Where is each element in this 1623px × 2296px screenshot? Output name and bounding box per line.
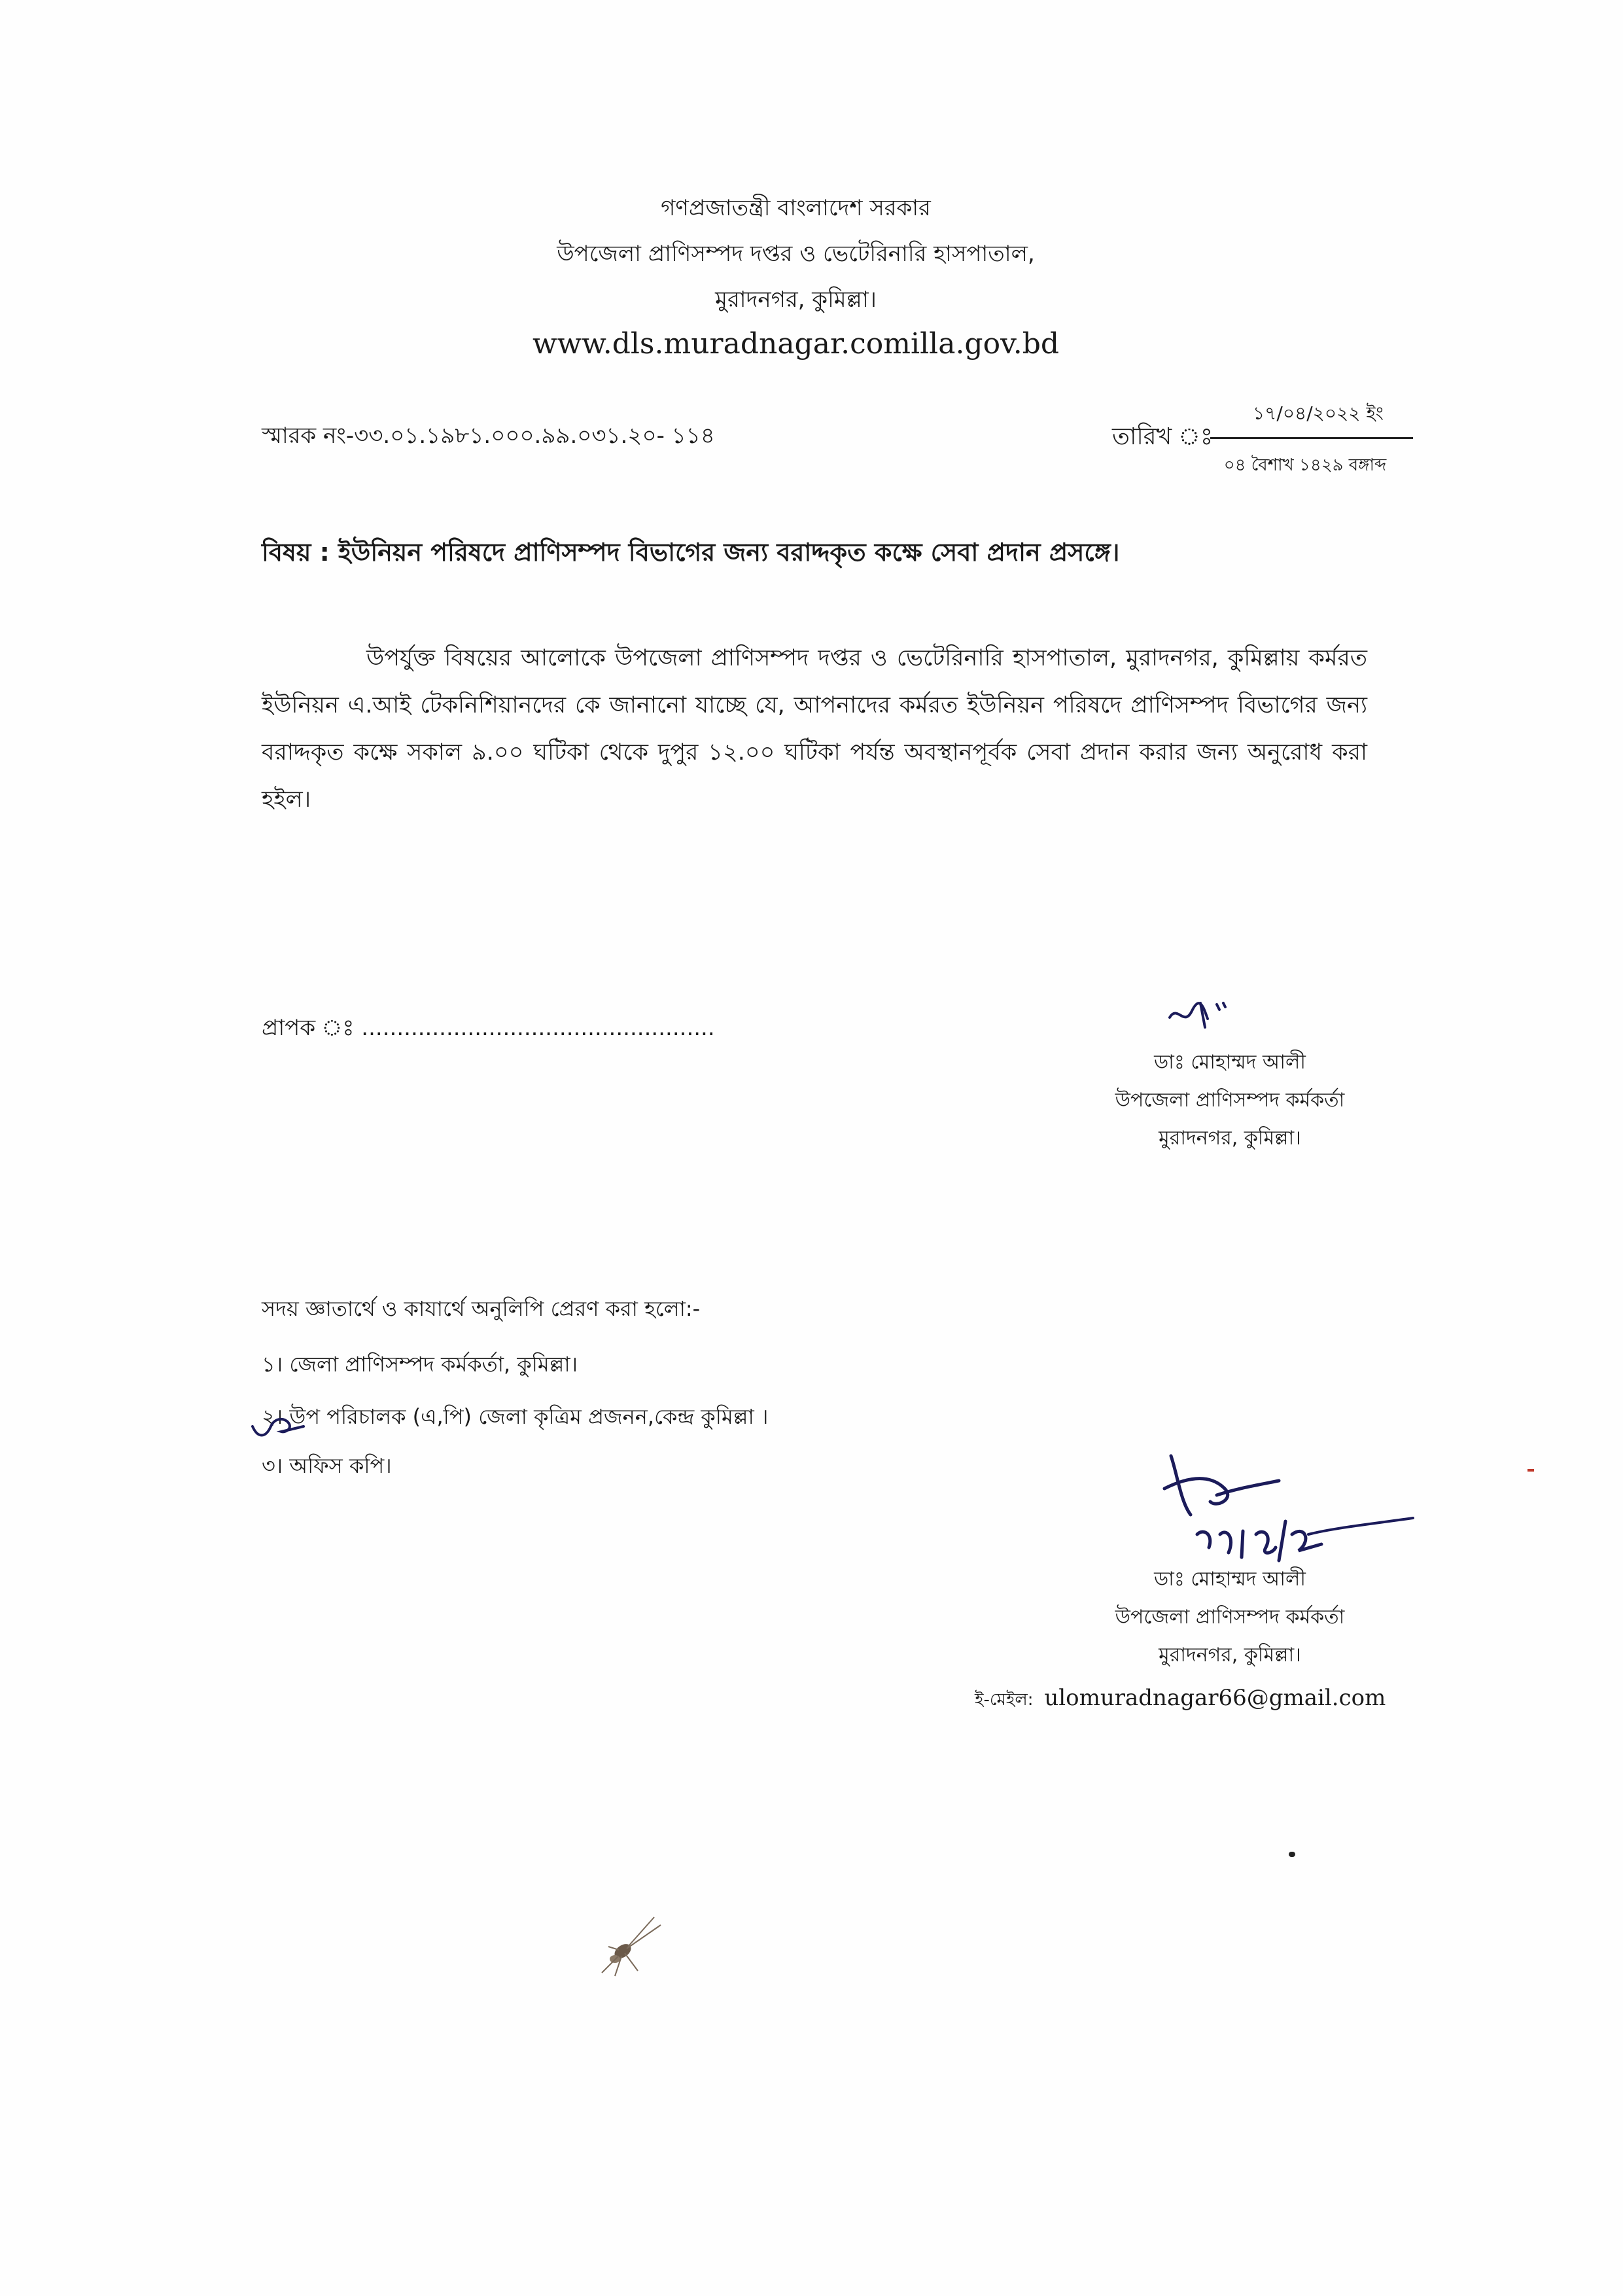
- signatory-location: মুরাদনগর, কুমিল্লা।: [1159, 1644, 1301, 1667]
- copy-item: ২। উপ পরিচালক (এ,পি) জেলা কৃত্রিম প্রজনন,কেন্দ্র কুমিল্লা ।: [262, 1404, 769, 1429]
- copies-intro: সদয় জ্ঞাতার্থে ও কাযার্থে অনুলিপি প্রেরণ করা হলো:-: [262, 1296, 701, 1321]
- insect-icon: [589, 1911, 667, 1983]
- signature-block-1: [1047, 1044, 1413, 1157]
- handwritten-mark-icon: [249, 1407, 307, 1446]
- date-label: তারিখ ঃ: [1112, 423, 1213, 450]
- signatory-location: মুরাদনগর, কুমিল্লা।: [1159, 1127, 1301, 1150]
- header-office: উপজেলা প্রাণিসম্পদ দপ্তর ও ভেটেরিনারি হাসপাতাল,: [557, 241, 1035, 267]
- signatory-name: ডাঃ মোহাম্মদ আলী: [1154, 1051, 1306, 1074]
- email-row: [975, 1685, 1386, 1715]
- date-bangla: ০৪ বৈশাখ ১৪২৯ বঙ্গাব্দ: [1223, 455, 1387, 475]
- header-government: গণপ্রজাতন্ত্রী বাংলাদেশ সরকার: [661, 195, 931, 221]
- body-paragraph: উপর্যুক্ত বিষয়ের আলোকে উপজেলা প্রাণিসম্পদ দপ্তর ও ভেটেরিনারি হাসপাতাল, মুরাদনগর, কুমিল্লায় কর্মরত ইউনিয়ন এ.আই টেকনিশিয়ানদের কে জানানো যাচ্ছে যে, আপনাদের কর্মরত ইউনিয়ন পরিষদে প্রাণিসম্পদ বিভাগের জন্য বরাদ্দকৃত কক্ষে সকাল ৯.০০ ঘটিকা থেকে দুপুর ১২.০০ ঘটিকা পর্যন্ত অবস্থানপূর্বক সেবা প্রদান করার জন্য অনুরোধ করা হইল।: [262, 645, 1367, 813]
- subject-line: বিষয় : ইউনিয়ন পরিষদে প্রাণিসম্পদ বিভাগের জন্য বরাদ্দকৃত কক্ষে সেবা প্রদান প্রসঙ্গে।: [262, 538, 1120, 567]
- date-divider: [1210, 437, 1413, 439]
- date-english: ১৭/০৪/২০২২ ইং: [1253, 402, 1384, 424]
- email-address: ulomuradnagar66@gmail.com: [1044, 1685, 1386, 1711]
- header-website: www.dls.muradnagar.comilla.gov.bd: [532, 327, 1060, 361]
- signatory-name: ডাঃ মোহাম্মদ আলী: [1154, 1568, 1306, 1591]
- signatory-designation: উপজেলা প্রাণিসম্পদ কর্মকর্তা: [1115, 1089, 1345, 1112]
- copy-item: ১। জেলা প্রাণিসম্পদ কর্মকর্তা, কুমিল্লা।: [262, 1352, 578, 1377]
- initial-signature-icon: [1164, 991, 1236, 1037]
- header-location: মুরাদনগর, কুমিল্লা।: [715, 287, 877, 313]
- copy-item: ৩। অফিস কপি।: [262, 1453, 392, 1478]
- signatory-designation: উপজেলা প্রাণিসম্পদ কর্মকর্তা: [1115, 1606, 1345, 1629]
- memo-reference: স্মারক নং-৩৩.০১.১৯৮১.০০০.৯৯.০৩১.২০- ১১৪: [262, 423, 715, 449]
- email-label: ই-মেইল:: [975, 1690, 1034, 1710]
- recipient-line: প্রাপক ঃ ..................................................: [262, 1015, 715, 1041]
- stray-dot: [1289, 1852, 1295, 1857]
- stray-mark: [1527, 1469, 1534, 1472]
- signature-block-2: [1047, 1561, 1413, 1674]
